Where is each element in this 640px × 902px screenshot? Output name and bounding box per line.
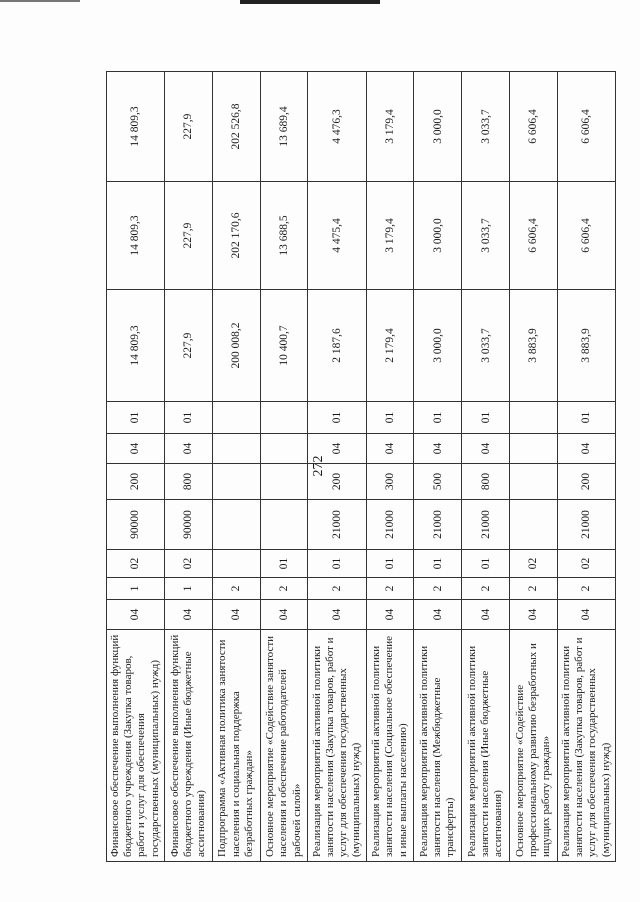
code-expense-type bbox=[509, 464, 557, 500]
code-subprogram: 2 bbox=[557, 578, 615, 600]
table-row bbox=[509, 72, 557, 862]
amount-year-3: 3 000,0 bbox=[414, 72, 462, 182]
row-name: Реализация мероприятий активной политики занятости населения (Межбюджетные трансферты) bbox=[414, 630, 462, 862]
code-section: 04 bbox=[308, 600, 366, 630]
code-division: 04 bbox=[308, 434, 366, 464]
amount-year-3: 14 809,3 bbox=[107, 72, 165, 182]
code-subprogram: 2 bbox=[366, 578, 414, 600]
amount-year-2: 3 033,7 bbox=[462, 182, 510, 290]
amount-year-2: 14 809,3 bbox=[107, 182, 165, 290]
amount-year-2: 13 688,5 bbox=[260, 182, 308, 290]
code-expense-type: 200 bbox=[557, 464, 615, 500]
amount-year-2: 3 179,4 bbox=[366, 182, 414, 290]
table-row bbox=[462, 72, 510, 862]
code-subdivision bbox=[260, 402, 308, 434]
code-expense-type: 800 bbox=[164, 464, 212, 500]
amount-year-3: 4 476,3 bbox=[308, 72, 366, 182]
amount-year-1: 227,9 bbox=[164, 290, 212, 402]
table-row bbox=[308, 72, 366, 862]
code-division bbox=[212, 434, 260, 464]
row-name: Финансовое обеспечение выполнения функций бюджетного учреждения (Закупка товаров, работ и услуг для обеспечения государственных (муниципальных) нужд) bbox=[107, 630, 165, 862]
code-expense-type: 200 bbox=[308, 464, 366, 500]
table-row bbox=[366, 72, 414, 862]
code-measure: 02 bbox=[557, 550, 615, 578]
code-measure bbox=[212, 550, 260, 578]
code-section: 04 bbox=[557, 600, 615, 630]
row-name: Подпрограмма «Активная политика занятости населения и социальная поддержка безработных граждан» bbox=[212, 630, 260, 862]
code-measure: 01 bbox=[308, 550, 366, 578]
code-subdivision: 01 bbox=[557, 402, 615, 434]
amount-year-2: 202 170,6 bbox=[212, 182, 260, 290]
code-expense-type bbox=[212, 464, 260, 500]
amount-year-1: 3 033,7 bbox=[462, 290, 510, 402]
amount-year-1: 10 400,7 bbox=[260, 290, 308, 402]
code-subprogram: 1 bbox=[107, 578, 165, 600]
code-subprogram: 2 bbox=[212, 578, 260, 600]
table-row bbox=[260, 72, 308, 862]
code-measure: 02 bbox=[107, 550, 165, 578]
code-direction bbox=[509, 500, 557, 550]
row-name: Реализация мероприятий активной политики занятости населения (Закупка товаров, работ и услуг для обеспечения государственных (муниципальных) нужд) bbox=[308, 630, 366, 862]
code-expense-type: 300 bbox=[366, 464, 414, 500]
code-direction: 21000 bbox=[414, 500, 462, 550]
amount-year-1: 200 008,2 bbox=[212, 290, 260, 402]
amount-year-2: 6 606,4 bbox=[557, 182, 615, 290]
code-division: 04 bbox=[462, 434, 510, 464]
amount-year-2: 4 475,4 bbox=[308, 182, 366, 290]
amount-year-3: 227,9 bbox=[164, 72, 212, 182]
amount-year-2: 6 606,4 bbox=[509, 182, 557, 290]
code-subdivision: 01 bbox=[414, 402, 462, 434]
code-division: 04 bbox=[164, 434, 212, 464]
amount-year-3: 13 689,4 bbox=[260, 72, 308, 182]
code-expense-type: 500 bbox=[414, 464, 462, 500]
code-subdivision: 01 bbox=[308, 402, 366, 434]
row-name: Реализация мероприятий активной политики занятости населения (Закупка товаров, работ и услуг для обеспечения государственных (муниципальных) нужд) bbox=[557, 630, 615, 862]
code-subdivision: 01 bbox=[164, 402, 212, 434]
table-row bbox=[414, 72, 462, 862]
code-section: 04 bbox=[107, 600, 165, 630]
code-direction bbox=[260, 500, 308, 550]
code-section: 04 bbox=[414, 600, 462, 630]
code-direction: 21000 bbox=[462, 500, 510, 550]
code-measure: 01 bbox=[366, 550, 414, 578]
code-direction: 90000 bbox=[107, 500, 165, 550]
code-expense-type: 200 bbox=[107, 464, 165, 500]
code-measure: 02 bbox=[509, 550, 557, 578]
code-section: 04 bbox=[509, 600, 557, 630]
code-section: 04 bbox=[260, 600, 308, 630]
code-division bbox=[509, 434, 557, 464]
code-subdivision: 01 bbox=[107, 402, 165, 434]
code-subprogram: 2 bbox=[414, 578, 462, 600]
scan-edge-mark bbox=[0, 0, 80, 2]
code-subprogram: 1 bbox=[164, 578, 212, 600]
amount-year-3: 3 179,4 bbox=[366, 72, 414, 182]
code-section: 04 bbox=[366, 600, 414, 630]
amount-year-3: 6 606,4 bbox=[557, 72, 615, 182]
row-name: Основное мероприятие «Содействие занятости населения и обеспечение работодателей рабочей силой» bbox=[260, 630, 308, 862]
code-subprogram: 2 bbox=[308, 578, 366, 600]
code-division: 04 bbox=[366, 434, 414, 464]
amount-year-3: 3 033,7 bbox=[462, 72, 510, 182]
amount-year-2: 3 000,0 bbox=[414, 182, 462, 290]
code-measure: 01 bbox=[414, 550, 462, 578]
code-division: 04 bbox=[557, 434, 615, 464]
amount-year-1: 2 187,6 bbox=[308, 290, 366, 402]
code-division: 04 bbox=[107, 434, 165, 464]
code-subdivision: 01 bbox=[366, 402, 414, 434]
amount-year-3: 202 526,8 bbox=[212, 72, 260, 182]
table-row bbox=[557, 72, 615, 862]
budget-table-rotated bbox=[106, 72, 616, 862]
table-row bbox=[107, 72, 165, 862]
row-name: Реализация мероприятий активной политики занятости населения (Иные бюджетные ассигнования) bbox=[462, 630, 510, 862]
code-subprogram: 2 bbox=[462, 578, 510, 600]
page-number: 272 bbox=[311, 455, 326, 477]
budget-table bbox=[106, 71, 616, 862]
scan-top-mark bbox=[240, 0, 380, 4]
row-name: Финансовое обеспечение выполнения функций бюджетного учреждения (Иные бюджетные ассигнования) bbox=[164, 630, 212, 862]
code-expense-type: 800 bbox=[462, 464, 510, 500]
amount-year-1: 3 883,9 bbox=[557, 290, 615, 402]
row-name: Основное мероприятие «Содействие профессиональному развитию безработных и ищущих работу граждан» bbox=[509, 630, 557, 862]
code-expense-type bbox=[260, 464, 308, 500]
table-row bbox=[212, 72, 260, 862]
code-subdivision bbox=[212, 402, 260, 434]
table-row bbox=[164, 72, 212, 862]
code-direction: 21000 bbox=[366, 500, 414, 550]
code-subprogram: 2 bbox=[260, 578, 308, 600]
code-measure: 01 bbox=[462, 550, 510, 578]
code-section: 04 bbox=[212, 600, 260, 630]
code-section: 04 bbox=[462, 600, 510, 630]
code-section: 04 bbox=[164, 600, 212, 630]
code-direction bbox=[212, 500, 260, 550]
code-subdivision: 01 bbox=[462, 402, 510, 434]
code-division bbox=[260, 434, 308, 464]
amount-year-3: 6 606,4 bbox=[509, 72, 557, 182]
amount-year-1: 2 179,4 bbox=[366, 290, 414, 402]
code-measure: 02 bbox=[164, 550, 212, 578]
code-direction: 90000 bbox=[164, 500, 212, 550]
code-subdivision bbox=[509, 402, 557, 434]
row-name: Реализация мероприятий активной политики занятости населения (Социальное обеспечение и иные выплаты населению) bbox=[366, 630, 414, 862]
amount-year-1: 3 883,9 bbox=[509, 290, 557, 402]
amount-year-1: 14 809,3 bbox=[107, 290, 165, 402]
code-subprogram: 2 bbox=[509, 578, 557, 600]
code-division: 04 bbox=[414, 434, 462, 464]
code-measure: 01 bbox=[260, 550, 308, 578]
code-direction: 21000 bbox=[308, 500, 366, 550]
code-direction: 21000 bbox=[557, 500, 615, 550]
amount-year-2: 227,9 bbox=[164, 182, 212, 290]
amount-year-1: 3 000,0 bbox=[414, 290, 462, 402]
